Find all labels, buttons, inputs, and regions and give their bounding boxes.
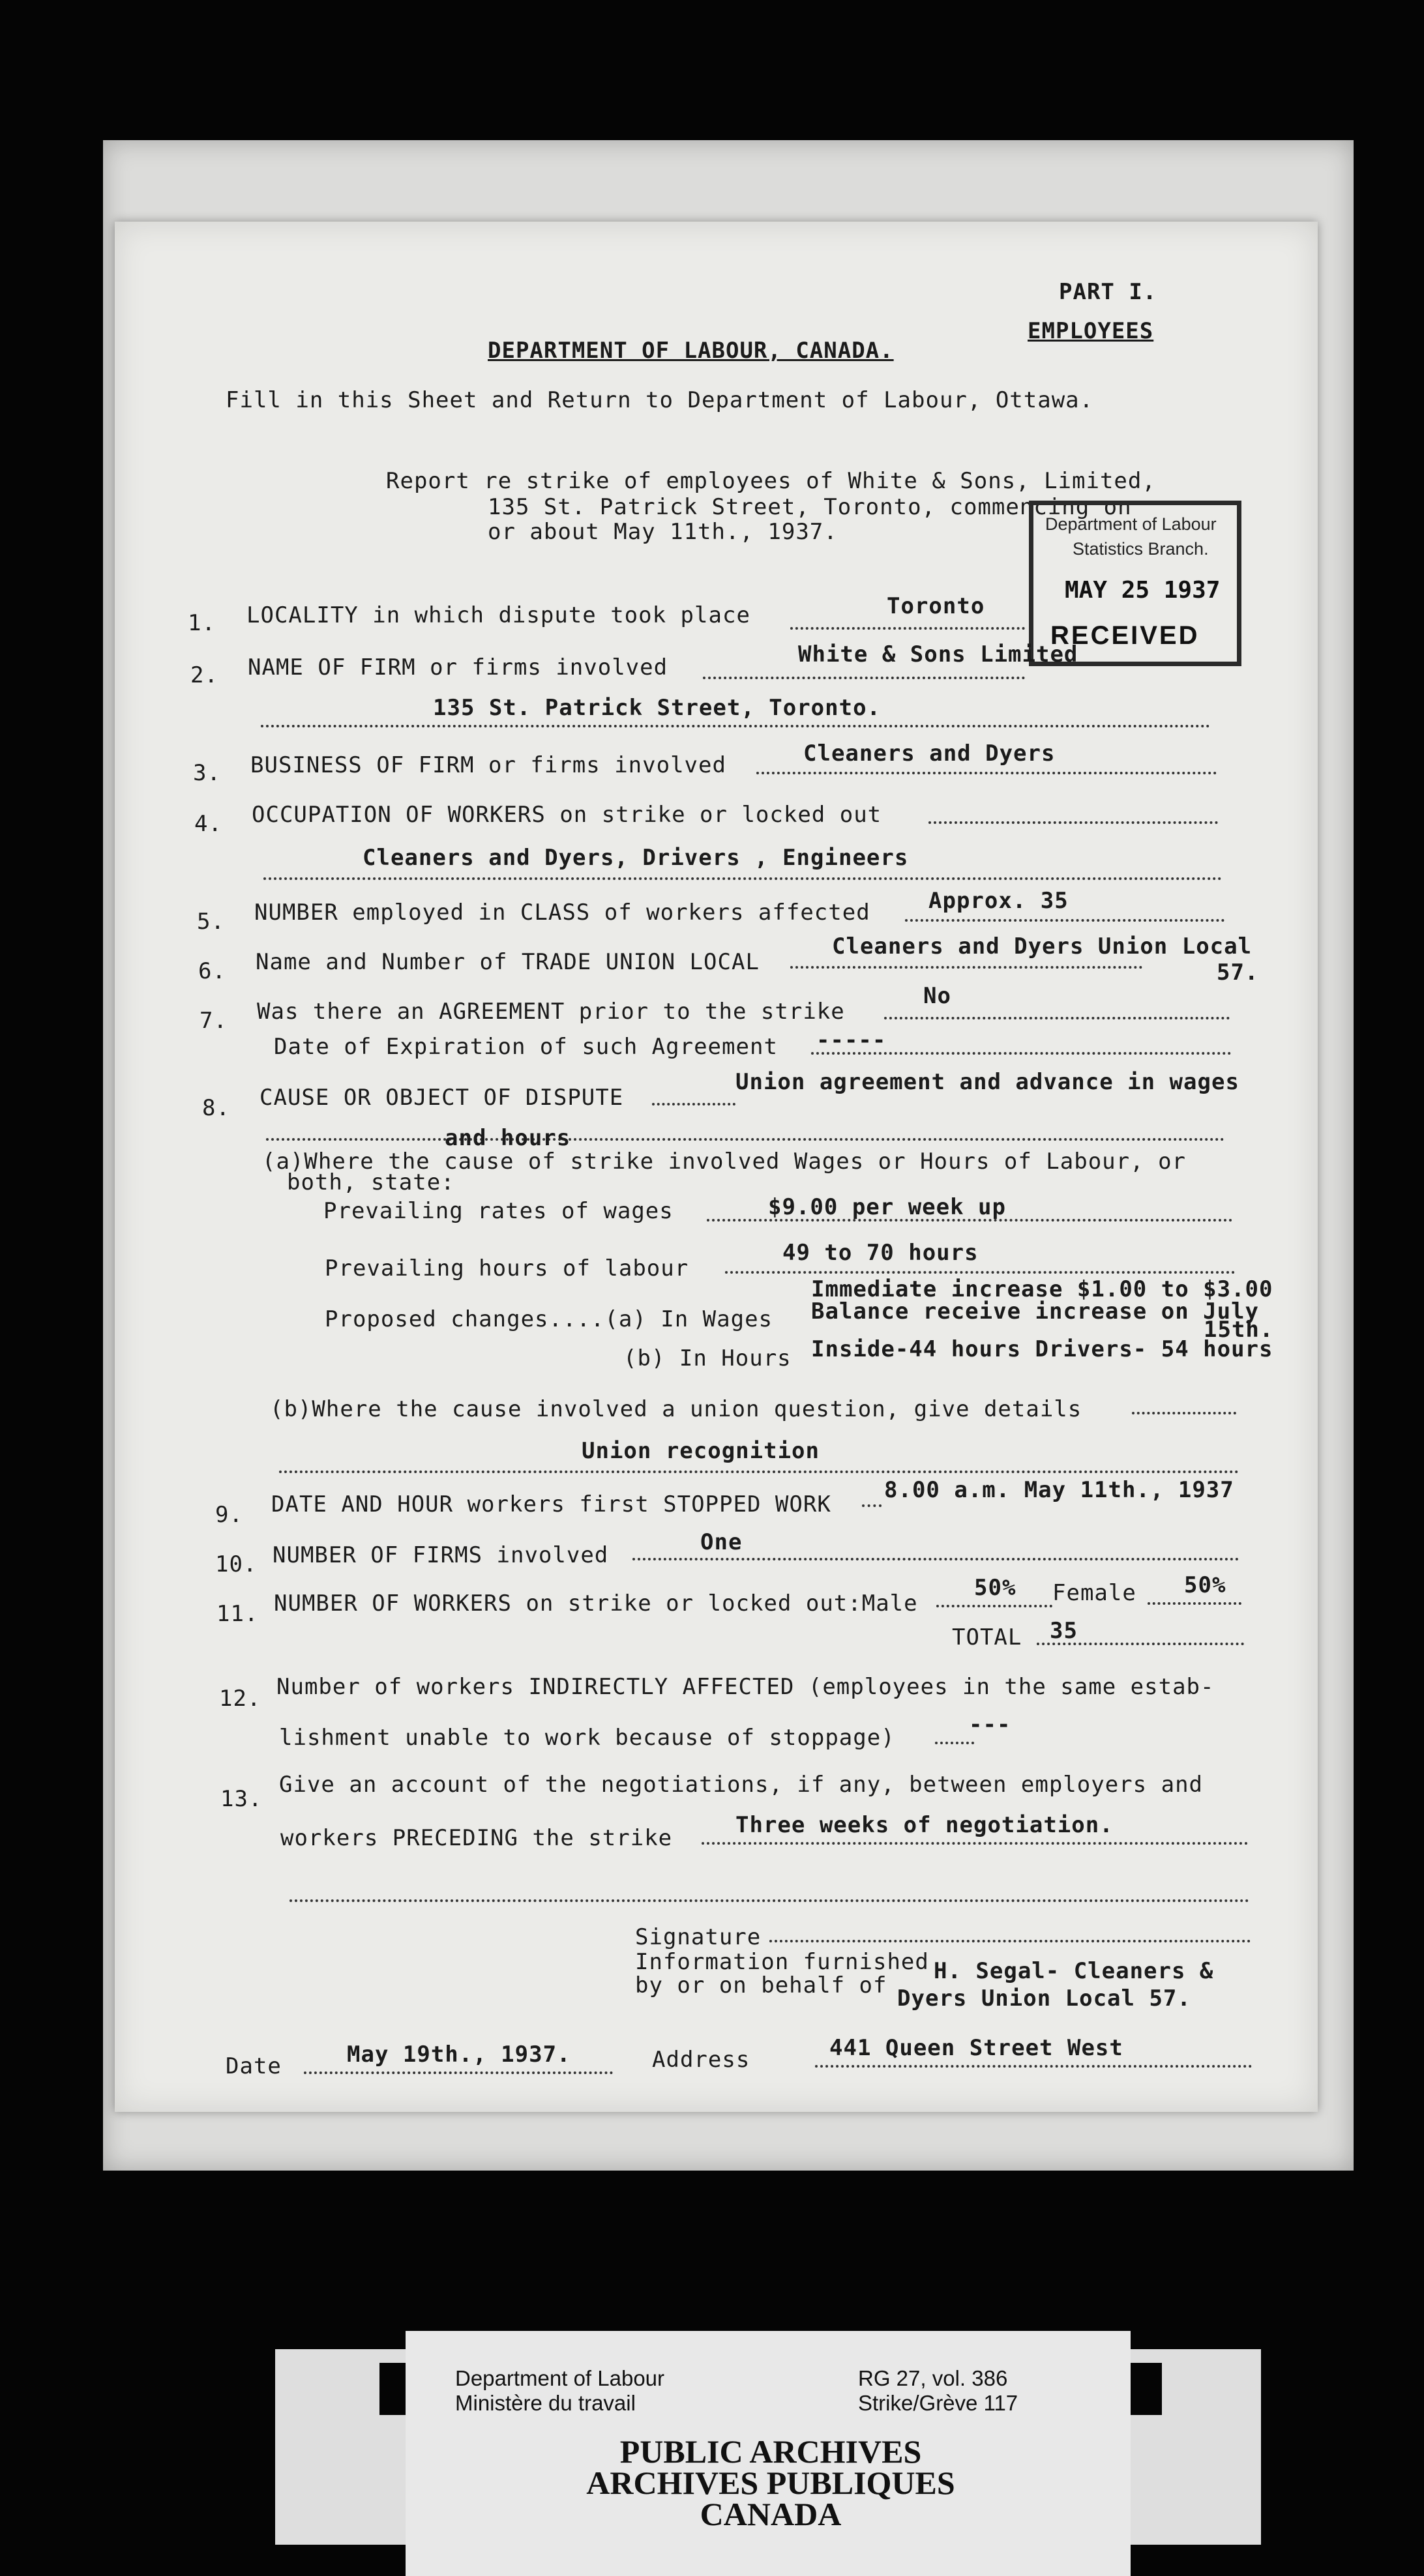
archive-ref-2: Strike/Grève 117 [858,2391,1018,2415]
item-7-number: 7. [200,1008,228,1034]
card-notch-left [379,2363,406,2415]
item-6-label: Name and Number of TRADE UNION LOCAL [256,949,760,975]
report-line-3: or about May 11th., 1937. [488,519,838,545]
item-9-value: 8.00 a.m. May 11th., 1937 [884,1477,1234,1503]
item-3-label: BUSINESS OF FIRM or firms involved [250,752,726,778]
employees-label: EMPLOYEES [1028,318,1154,344]
item-13-value: Three weeks of negotiation. [735,1812,1114,1838]
item-11-male: 50% [974,1575,1016,1601]
item-11-total: 35 [1050,1618,1078,1644]
item-10-value: One [700,1529,743,1555]
item-4-value: Cleaners and Dyers, Drivers , Engineers [363,845,909,871]
proposed-changes-label: Proposed changes....(a) In Wages [325,1306,773,1332]
item-1-value: Toronto [887,593,985,619]
wages-change-line-3: 15th. [1204,1317,1274,1343]
info-label-2: by or on behalf of [635,1972,887,1998]
report-line-2: 135 St. Patrick Street, Toronto, commencing on [488,494,1132,520]
archive-dept-en: Department of Labour [455,2366,665,2390]
item-2-label: NAME OF FIRM or firms involved [248,654,668,681]
signature-label: Signature [635,1924,762,1950]
item-8-value-line-2: and hours [445,1125,571,1151]
item-4-number: 4. [194,811,222,837]
item-6-value: Cleaners and Dyers Union Local [832,933,1253,959]
item-9-number: 9. [215,1502,243,1528]
item-11-total-label: TOTAL [952,1624,1022,1650]
item-11-female: 50% [1184,1572,1226,1598]
stamp-branch: Statistics Branch. [1073,539,1209,559]
item-2-number: 2. [190,662,218,688]
part-label: PART I. [1059,279,1157,305]
archive-title-1: PUBLIC ARCHIVES [619,2433,922,2470]
date-label: Date [226,2053,282,2079]
item-1-label: LOCALITY in which dispute took place [246,602,750,628]
address-label: Address [652,2047,750,2073]
item-13-number: 13. [220,1786,263,1812]
item-7b-label: Date of Expiration of such Agreement [274,1034,778,1060]
item-8-value: Union agreement and advance in wages [735,1069,1239,1095]
item-8-number: 8. [202,1095,230,1121]
item-10-label: NUMBER OF FIRMS involved [273,1542,609,1568]
item-2-value: White & Sons Limited [798,641,1078,667]
item-5-value: Approx. 35 [928,888,1069,914]
item-2-address: 135 St. Patrick Street, Toronto. [433,695,882,721]
item-8-label: CAUSE OR OBJECT OF DISPUTE [260,1085,624,1111]
item-12-number: 12. [219,1686,261,1712]
item-11-label: NUMBER OF WORKERS on strike or locked out:Male [274,1590,918,1617]
item-11-female-label: Female [1052,1580,1136,1606]
item-7-value: No [923,983,951,1009]
item-3-value: Cleaners and Dyers [803,740,1056,767]
item-5-number: 5. [197,909,225,935]
in-hours-label: (b) In Hours [623,1345,792,1371]
archive-title-2: ARCHIVES PUBLIQUES [586,2465,955,2501]
item-10-number: 10. [215,1551,258,1577]
item-11-number: 11. [216,1601,259,1627]
wages-change-line-1: Immediate increase $1.00 to $3.00 [811,1276,1273,1302]
item-12-label-1: Number of workers INDIRECTLY AFFECTED (employees in the same estab- [276,1674,1215,1700]
archive-dept-fr: Ministère du travail [455,2391,636,2415]
info-label-1: Information furnished [635,1949,929,1975]
info-value-2: Dyers Union Local 57. [897,1985,1191,2012]
wages-rate-label: Prevailing rates of wages [323,1198,674,1224]
item-8a-label-1: (a)Where the cause of strike involved Wages or Hours of Labour, or [262,1149,1187,1175]
item-5-label: NUMBER employed in CLASS of workers affected [254,900,870,926]
item-3-number: 3. [193,760,221,786]
item-9-label: DATE AND HOUR workers first STOPPED WORK [271,1491,831,1517]
card-notch-right [1131,2363,1162,2415]
item-12-label-2: lishment unable to work because of stoppage) [279,1725,895,1751]
instruction-text: Fill in this Sheet and Return to Department of Labour, Ottawa. [226,387,1094,413]
address-value: 441 Queen Street West [829,2035,1123,2061]
item-8b-value: Union recognition [582,1438,820,1464]
item-4-label: OCCUPATION OF WORKERS on strike or locked out [252,802,882,828]
department-title: DEPARTMENT OF LABOUR, CANADA. [488,338,894,364]
item-8b-label: (b)Where the cause involved a union question, give details [270,1396,1082,1422]
archive-title-3: CANADA [700,2496,842,2532]
item-6-value-line-2: 57. [1217,959,1259,986]
wages-change-line-2: Balance receive increase on July [811,1298,1260,1325]
item-7-label: Was there an AGREEMENT prior to the strike [257,999,845,1025]
date-value: May 19th., 1937. [347,2042,571,2068]
stamp-date: MAY 25 1937 [1065,577,1221,604]
item-13-label-1: Give an account of the negotiations, if any, between employers and [279,1772,1204,1798]
item-13-label-2: workers PRECEDING the strike [280,1825,673,1851]
hours-label: Prevailing hours of labour [325,1255,689,1281]
wages-rate-value: $9.00 per week up [768,1194,1006,1220]
hours-value: 49 to 70 hours [782,1240,979,1266]
report-line-1: Report re strike of employees of White & Sons, Limited, [386,468,1156,494]
item-8a-label-2: both, state: [287,1169,455,1195]
archive-ref-1: RG 27, vol. 386 [858,2366,1008,2390]
stamp-received: RECEIVED [1050,621,1200,650]
item-7b-value: ----- [816,1027,887,1053]
item-6-number: 6. [198,958,226,984]
item-1-number: 1. [188,610,216,636]
item-12-value: --- [969,1712,1011,1738]
info-value-1: H. Segal- Cleaners & [934,1958,1214,1984]
stamp-department: Department of Labour [1045,514,1217,534]
in-hours-value: Inside-44 hours Drivers- 54 hours [811,1336,1273,1362]
